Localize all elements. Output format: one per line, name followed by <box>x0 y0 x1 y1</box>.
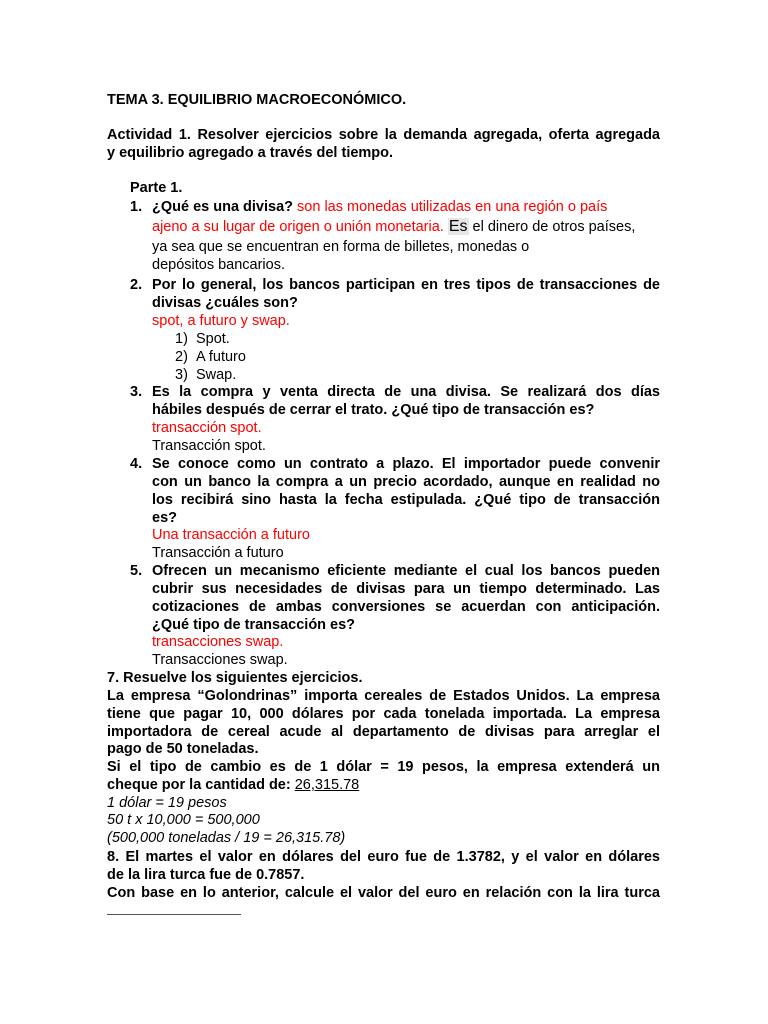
exercise-7-line-4: pago de 50 toneladas. <box>107 741 259 757</box>
activity-heading-line-1: Actividad 1. Resolver ejercicios sobre la demanda agregada, oferta agregada <box>107 127 660 143</box>
list-item: 2) A futuro <box>175 349 246 365</box>
document-title: TEMA 3. EQUILIBRIO MACROECONÓMICO. <box>107 92 407 108</box>
question-1-line-1 <box>152 199 607 217</box>
question-2-line-2: divisas ¿cuáles son? <box>152 295 298 311</box>
answer-5-text: transacciones swap. <box>152 634 284 650</box>
answer-4-black: Transacción a futuro <box>152 545 284 561</box>
exercise-7-line-3: importadora de cereal acude al departamento de divisas para arreglar el <box>107 724 660 740</box>
answer-2-text: spot, a futuro y swap. <box>152 313 290 329</box>
highlighted-word: Es <box>448 218 468 235</box>
exercise-8-line-2: de la lira turca fue de 0.7857. <box>107 867 305 883</box>
exercise-7-line-2: tiene que pagar 10, 000 dólares por cada tonelada importada. La empresa <box>107 706 660 722</box>
exercise-7-line-6: cheque por la cantidad de: 26,315.78 <box>107 777 360 793</box>
question-3-line-1: Es la compra y venta directa de una divisa. Se realizará dos días <box>152 384 660 400</box>
question-1-text: ¿Qué es una divisa? <box>152 199 294 215</box>
question-1-line-2 <box>152 218 635 237</box>
answer-3-text: transacción spot. <box>152 420 262 436</box>
answer-4-text: Una transacción a futuro <box>152 527 310 543</box>
question-number: 2. <box>130 277 143 293</box>
question-5-line-4: ¿Qué tipo de transacción es? <box>152 617 356 633</box>
calc-line-3: (500,000 toneladas / 19 = 26,315.78) <box>107 830 346 846</box>
answer-blank-line <box>107 914 241 915</box>
question-5-line-1: Ofrecen un mecanismo eficiente mediante el cual los bancos pueden <box>152 563 660 579</box>
exercise-8-line-1: 8. El martes el valor en dólares del euro fue de 1.3782, y el valor en dólares <box>107 849 660 865</box>
part-label: Parte 1. <box>130 180 183 196</box>
question-1-line-4: depósitos bancarios. <box>152 257 285 273</box>
answer-1-text: son las monedas utilizadas en una región o país <box>297 199 608 215</box>
question-4-line-2: con un banco la compra a un precio acordado, aunque en realidad no <box>152 474 660 490</box>
calc-line-1: 1 dólar = 19 pesos <box>107 795 227 811</box>
exercise-7-line-1: La empresa “Golondrinas” importa cereales de Estados Unidos. La empresa <box>107 688 660 704</box>
question-number: 1. <box>130 199 143 215</box>
exercise-7-heading: 7. Resuelve los siguientes ejercicios. <box>107 670 363 686</box>
question-4-line-3: los recibirá sino hasta la fecha estipulada. ¿Qué tipo de transacción <box>152 492 660 508</box>
question-number: 3. <box>130 384 143 400</box>
answer-1-text-cont: ajeno a su lugar de origen o unión monetaria. <box>152 219 444 235</box>
answer-1-extra: el dinero de otros países, <box>472 219 636 235</box>
answer-amount: 26,315.78 <box>294 777 360 793</box>
question-4-line-4: es? <box>152 510 177 526</box>
question-2-line-1: Por lo general, los bancos participan en tres tipos de transacciones de <box>152 277 660 293</box>
activity-heading-line-2: y equilibrio agregado a través del tiempo. <box>107 145 394 161</box>
exercise-7-line-5: Si el tipo de cambio es de 1 dólar = 19 pesos, la empresa extenderá un <box>107 759 660 775</box>
question-5-line-3: cotizaciones de ambas conversiones se acuerdan con anticipación. <box>152 599 660 615</box>
list-item: 1) Spot. <box>175 331 230 347</box>
question-number: 4. <box>130 456 143 472</box>
list-item: 3) Swap. <box>175 367 237 383</box>
question-number: 5. <box>130 563 143 579</box>
answer-3-black: Transacción spot. <box>152 438 266 454</box>
question-4-line-1: Se conoce como un contrato a plazo. El importador puede convenir <box>152 456 660 472</box>
question-5-line-2: cubrir sus necesidades de divisas para un tiempo determinado. Las <box>152 581 660 597</box>
question-1-line-3: ya sea que se encuentran en forma de billetes, monedas o <box>152 239 530 255</box>
answer-5-black: Transacciones swap. <box>152 652 288 668</box>
question-3-line-2: hábiles después de cerrar el trato. ¿Qué tipo de transacción es? <box>152 402 595 418</box>
exercise-8-line-3: Con base en lo anterior, calcule el valor del euro en relación con la lira turca <box>107 885 660 901</box>
calc-line-2: 50 t x 10,000 = 500,000 <box>107 812 260 828</box>
